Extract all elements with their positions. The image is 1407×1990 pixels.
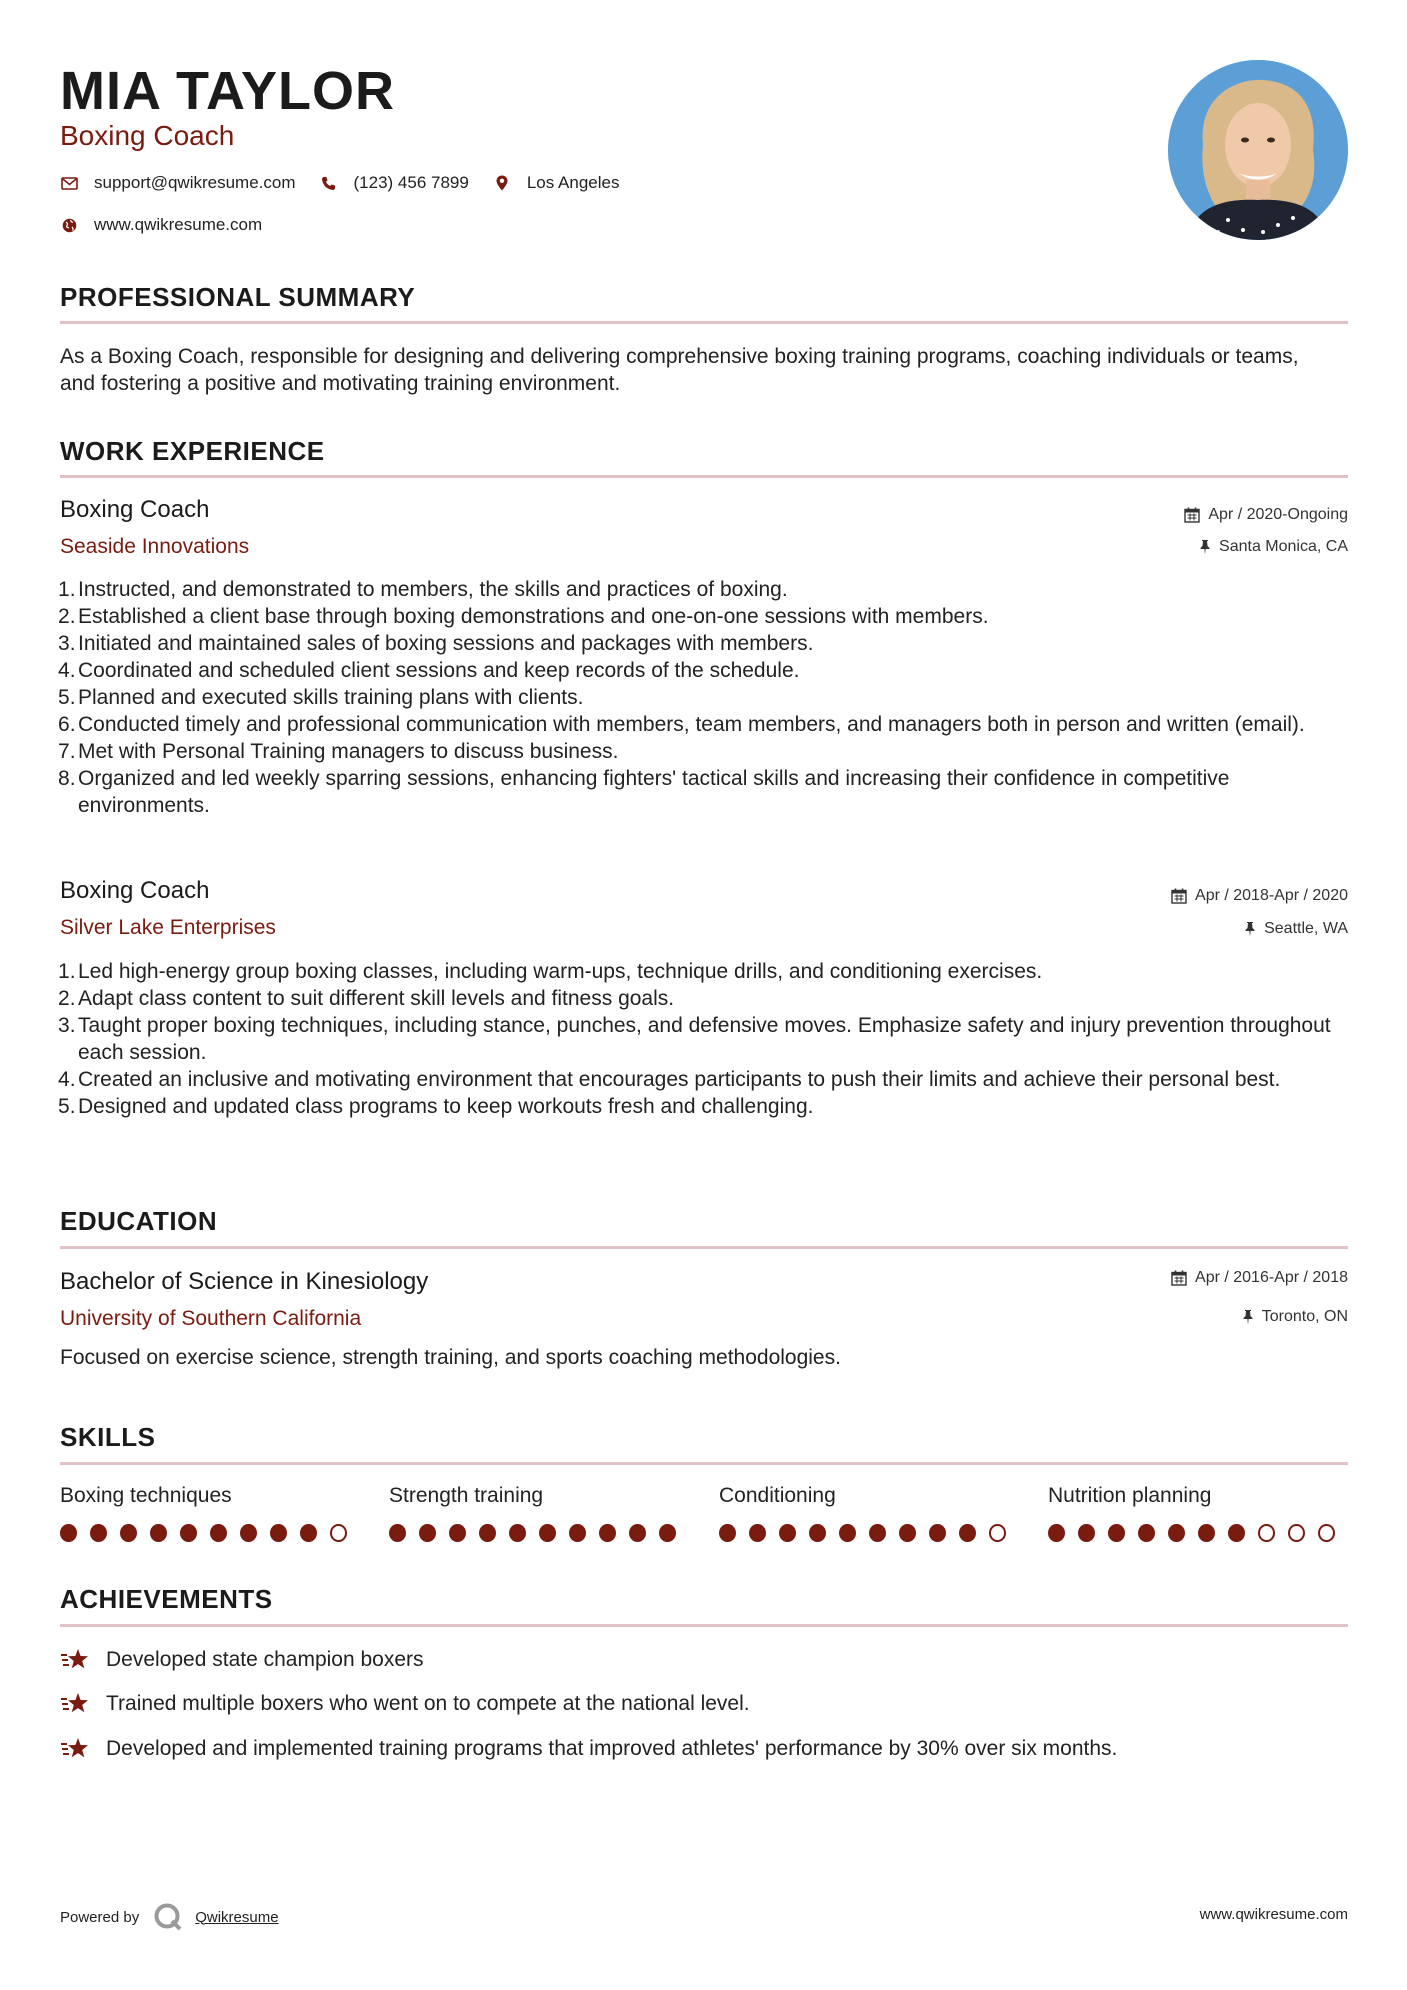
contact-row-2 xyxy=(60,215,286,235)
rating-dot-filled xyxy=(659,1524,676,1542)
rating-dot-filled xyxy=(539,1524,556,1542)
calendar-icon xyxy=(1171,1270,1187,1286)
list-item: Established a client base through boxing demonstrations and one-on-one sessions with members. xyxy=(78,605,989,628)
company-name: Silver Lake Enterprises xyxy=(60,916,276,939)
achievement-text: Trained multiple boxers who went on to compete at the national level. xyxy=(106,1692,750,1715)
list-item: Coordinated and scheduled client sessions and keep records of the schedule. xyxy=(78,659,800,682)
candidate-role: Boxing Coach xyxy=(60,120,235,151)
job-dates xyxy=(1184,506,1348,524)
brand-link[interactable]: Qwikresume xyxy=(195,1908,279,1926)
summary-text: As a Boxing Coach, responsible for designing and delivering comprehensive boxing training programs, coaching individuals or teams, and fostering a positive and motivating training environment. xyxy=(60,345,1299,395)
rating-dot-filled xyxy=(210,1524,227,1542)
rating-dot-empty xyxy=(1258,1524,1275,1542)
rating-dot-filled xyxy=(809,1524,826,1542)
rating-dot-filled xyxy=(569,1524,586,1542)
rating-dot-filled xyxy=(150,1524,167,1542)
rating-dot-filled xyxy=(389,1524,406,1542)
globe-icon xyxy=(60,216,78,234)
rating-dot-filled xyxy=(899,1524,916,1542)
divider xyxy=(60,1246,1348,1249)
skill-item xyxy=(719,1484,1019,1542)
avatar xyxy=(1168,60,1348,240)
degree-title: Bachelor of Science in Kinesiology xyxy=(60,1268,429,1295)
rating-dot-filled xyxy=(629,1524,646,1542)
experience-heading: WORK EXPERIENCE xyxy=(60,436,325,466)
rating-dot-filled xyxy=(779,1524,796,1542)
list-item: Met with Personal Training managers to discuss business. xyxy=(78,740,619,763)
footer-powered-by xyxy=(60,1902,279,1932)
skill-name: Boxing techniques xyxy=(60,1484,232,1507)
skill-rating xyxy=(1048,1524,1348,1542)
star-icon xyxy=(60,1691,90,1717)
rating-dot-filled xyxy=(479,1524,496,1542)
list-item: Planned and executed skills training plans with clients. xyxy=(78,686,584,709)
education-location-text: Toronto, ON xyxy=(1261,1308,1348,1325)
rating-dot-filled xyxy=(1108,1524,1125,1542)
rating-dot-empty xyxy=(1288,1524,1305,1542)
calendar-icon xyxy=(1184,507,1200,523)
rating-dot-filled xyxy=(270,1524,287,1542)
calendar-icon xyxy=(1171,888,1187,904)
list-item: Created an inclusive and motivating environment that encourages participants to push their limits and achieve their personal best. xyxy=(78,1068,1281,1091)
rating-dot-filled xyxy=(599,1524,616,1542)
pushpin-icon xyxy=(1199,539,1211,555)
achievements-heading: ACHIEVEMENTS xyxy=(60,1584,273,1614)
list-item: Designed and updated class programs to keep workouts fresh and challenging. xyxy=(78,1095,814,1118)
divider xyxy=(60,321,1348,324)
list-item: Taught proper boxing techniques, including stance, punches, and defensive moves. Emphasize safety and injury prevention throughout each session. xyxy=(78,1014,1331,1064)
rating-dot-empty xyxy=(989,1524,1006,1542)
contact-email[interactable] xyxy=(60,173,296,193)
job-dates xyxy=(1171,887,1348,905)
job-title: Boxing Coach xyxy=(60,496,210,523)
rating-dot-filled xyxy=(449,1524,466,1542)
list-item: Instructed, and demonstrated to members, the skills and practices of boxing. xyxy=(78,578,788,601)
list-item: Organized and led weekly sparring sessions, enhancing fighters' tactical skills and increasing their confidence in competitive environments. xyxy=(78,767,1230,817)
rating-dot-filled xyxy=(1228,1524,1245,1542)
map-pin-icon xyxy=(493,174,511,192)
achievement-item xyxy=(60,1736,1117,1762)
rating-dot-filled xyxy=(509,1524,526,1542)
profile-photo xyxy=(1168,60,1348,240)
pushpin-icon xyxy=(1244,921,1256,937)
job-dates-text: Apr / 2020-Ongoing xyxy=(1208,506,1348,523)
rating-dot-filled xyxy=(120,1524,137,1542)
school-name: University of Southern California xyxy=(60,1307,362,1330)
achievement-text: Developed state champion boxers xyxy=(106,1648,424,1671)
contact-phone[interactable] xyxy=(320,173,469,193)
star-icon xyxy=(60,1647,90,1673)
rating-dot-filled xyxy=(869,1524,886,1542)
contact-row-1 xyxy=(60,173,643,193)
skill-rating xyxy=(719,1524,1019,1542)
skill-rating xyxy=(389,1524,689,1542)
rating-dot-filled xyxy=(60,1524,77,1542)
footer-website[interactable]: www.qwikresume.com xyxy=(1199,1906,1348,1923)
list-item: Led high-energy group boxing classes, including warm-ups, technique drills, and conditioning exercises. xyxy=(78,960,1043,983)
rating-dot-filled xyxy=(419,1524,436,1542)
website-text: www.qwikresume.com xyxy=(94,215,263,234)
candidate-name: MIA TAYLOR xyxy=(60,61,396,121)
phone-icon xyxy=(320,174,338,192)
achievement-item xyxy=(60,1647,424,1673)
rating-dot-filled xyxy=(240,1524,257,1542)
rating-dot-filled xyxy=(1078,1524,1095,1542)
list-item: Adapt class content to suit different skill levels and fitness goals. xyxy=(78,987,675,1010)
rating-dot-filled xyxy=(1168,1524,1185,1542)
achievement-text: Developed and implemented training programs that improved athletes' performance by 30% over six months. xyxy=(106,1737,1118,1760)
rating-dot-filled xyxy=(929,1524,946,1542)
education-dates xyxy=(1171,1269,1348,1287)
pushpin-icon xyxy=(1242,1309,1254,1325)
list-item: Conducted timely and professional communication with members, team members, and managers both in person and written (email). xyxy=(78,713,1305,736)
job-duties-list xyxy=(60,576,1350,819)
envelope-icon xyxy=(60,174,78,192)
contact-location xyxy=(493,173,620,193)
achievement-item xyxy=(60,1691,750,1717)
education-dates-text: Apr / 2016-Apr / 2018 xyxy=(1195,1269,1348,1286)
rating-dot-empty xyxy=(330,1524,347,1542)
skill-name: Strength training xyxy=(389,1484,544,1507)
rating-dot-filled xyxy=(300,1524,317,1542)
job-location-text: Seattle, WA xyxy=(1264,920,1348,937)
location-text: Los Angeles xyxy=(526,173,620,192)
rating-dot-filled xyxy=(959,1524,976,1542)
skill-name: Nutrition planning xyxy=(1048,1484,1212,1507)
phone-text: (123) 456 7899 xyxy=(353,173,469,192)
rating-dot-filled xyxy=(1138,1524,1155,1542)
rating-dot-filled xyxy=(180,1524,197,1542)
job-dates-text: Apr / 2018-Apr / 2020 xyxy=(1195,887,1348,904)
divider xyxy=(60,1624,1348,1627)
skill-item xyxy=(60,1484,360,1542)
divider xyxy=(60,1462,1348,1465)
job-location-text: Santa Monica, CA xyxy=(1219,538,1348,555)
education-description: Focused on exercise science, strength training, and sports coaching methodologies. xyxy=(60,1346,841,1369)
rating-dot-filled xyxy=(749,1524,766,1542)
powered-by-label: Powered by xyxy=(60,1908,140,1926)
summary-heading: PROFESSIONAL SUMMARY xyxy=(60,282,416,312)
email-text: support@qwikresume.com xyxy=(94,173,296,192)
education-location xyxy=(1242,1308,1348,1326)
job-title: Boxing Coach xyxy=(60,877,210,904)
rating-dot-filled xyxy=(839,1524,856,1542)
skill-rating xyxy=(60,1524,360,1542)
job-location xyxy=(1244,920,1348,938)
rating-dot-empty xyxy=(1318,1524,1335,1542)
star-icon xyxy=(60,1736,90,1762)
rating-dot-filled xyxy=(1048,1524,1065,1542)
skill-name: Conditioning xyxy=(719,1484,836,1507)
skills-heading: SKILLS xyxy=(60,1422,156,1452)
contact-website[interactable] xyxy=(60,215,262,235)
rating-dot-filled xyxy=(90,1524,107,1542)
list-item: Initiated and maintained sales of boxing sessions and packages with members. xyxy=(78,632,814,655)
job-duties-list xyxy=(60,958,1350,1120)
job-location xyxy=(1199,538,1348,556)
skill-item xyxy=(1048,1484,1348,1542)
skill-item xyxy=(389,1484,689,1542)
divider xyxy=(60,475,1348,478)
company-name: Seaside Innovations xyxy=(60,535,250,558)
qwikresume-logo-icon xyxy=(153,1902,183,1932)
rating-dot-filled xyxy=(719,1524,736,1542)
education-heading: EDUCATION xyxy=(60,1206,218,1236)
rating-dot-filled xyxy=(1198,1524,1215,1542)
